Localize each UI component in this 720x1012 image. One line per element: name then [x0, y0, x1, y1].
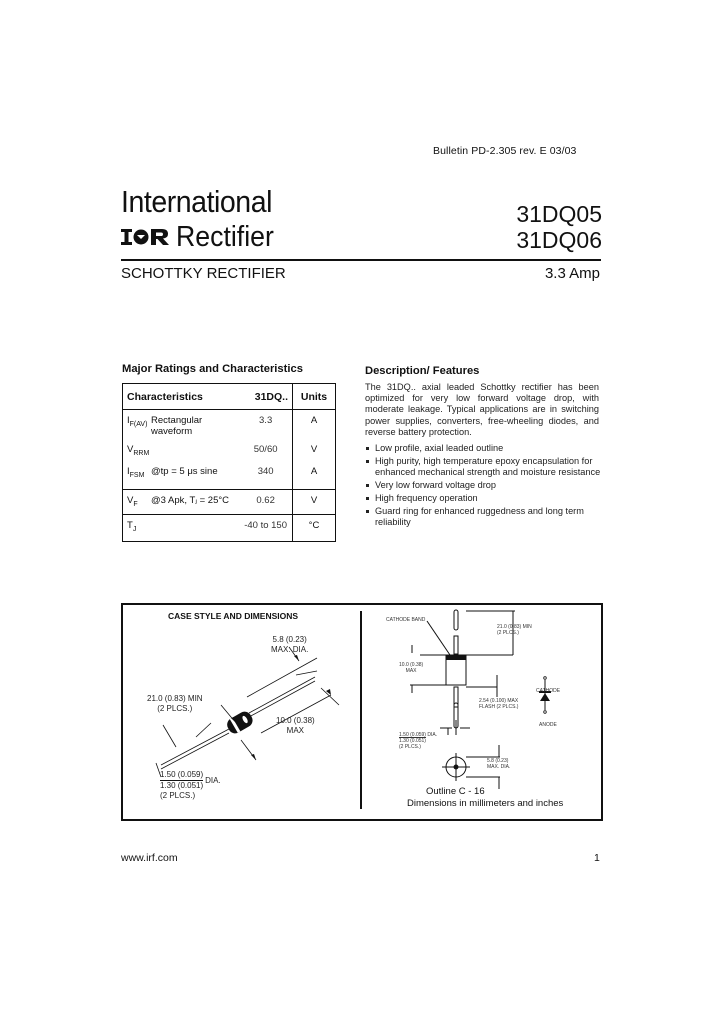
feature-item: Guard ring for enhanced ruggedness and long term reliability	[365, 506, 605, 528]
table-row: $T_J$ -40 to 150 °C	[123, 515, 336, 542]
feature-item: High frequency operation	[365, 493, 605, 504]
flash-label: 2.54 (0.100) MAX FLASH (2 PLCS.)	[479, 698, 519, 710]
left-lead-dia: 1.50 (0.059) 1.30 (0.051) DIA. (2 PLCS.)	[160, 770, 221, 800]
table-row: $I_{F(AV)}$ Rectangular waveform 3.3 A	[123, 410, 336, 444]
logo-international: International	[121, 184, 272, 219]
bulletin-number: Bulletin PD-2.305 rev. E 03/03	[433, 145, 577, 157]
col-part: 31DQ..	[239, 384, 292, 410]
left-body-length: 10.0 (0.38) MAX	[276, 716, 315, 735]
product-type: SCHOTTKY RECTIFIER	[121, 265, 286, 282]
current-rating: 3.3 Amp	[544, 265, 600, 282]
dimensions-note: Dimensions in millimeters and inches	[407, 798, 564, 809]
ratings-table	[122, 383, 336, 542]
left-lead-length: 21.0 (0.83) MIN (2 PLCS.)	[147, 694, 203, 713]
logo-rectifier-text: Rectifier	[176, 221, 274, 253]
left-body-dia: 5.8 (0.23) MAX. DIA.	[271, 635, 309, 654]
features-list	[365, 443, 605, 530]
page-number: 1	[594, 852, 600, 864]
logo-rectifier-row	[121, 220, 282, 254]
part-number-1: 31DQ05	[516, 201, 602, 227]
feature-item: Very low forward voltage drop	[365, 480, 605, 491]
table-header-row	[123, 384, 336, 410]
cathode-band-label: CATHODE BAND	[386, 617, 426, 623]
footer-url[interactable]: www.irf.com	[121, 852, 178, 864]
col-units: Units	[293, 384, 336, 410]
col-characteristics: Characteristics	[123, 384, 240, 410]
feature-item: Low profile, axial leaded outline	[365, 443, 605, 454]
table-row: $V_F$ @3 Apk, Tⱼ = 25°C 0.62 V	[123, 490, 336, 515]
table-row: $V_{RRM}$ 50/60 V	[123, 444, 336, 466]
ior-logo-icon	[121, 227, 173, 247]
case-title: CASE STYLE AND DIMENSIONS	[168, 611, 299, 621]
outline-label: Outline C - 16	[426, 786, 485, 797]
table-row: $I_{FSM}$ @tp = 5 μs sine 340 A	[123, 466, 336, 490]
ratings-title: Major Ratings and Characteristics	[122, 363, 303, 375]
anode-label: ANODE	[539, 722, 557, 728]
description-text: The 31DQ.. axial leaded Schottky rectifier has been optimized for very low forward voltage drop, with moderate leakage. Typical applications are in switching power supplies, converters, free-wheeling diodes, and reverse battery protection.	[365, 382, 599, 437]
right-lead-dia: 1.50 (0.059) DIA. 1.30 (0.051) (2 PLCS.)	[399, 732, 438, 750]
right-lead-length: 21.0 (0.83) MIN (2 PLCS.)	[497, 624, 532, 636]
right-body-dia: 5.8 (0.23) MAX. DIA.	[487, 758, 511, 770]
description-title: Description/ Features	[365, 365, 480, 377]
part-number-2: 31DQ06	[516, 227, 602, 253]
feature-item: High purity, high temperature epoxy encapsulation for enhanced mechanical strength and moisture resistance	[365, 456, 605, 478]
header-divider	[121, 259, 601, 261]
cathode-label: CATHODE	[536, 688, 561, 694]
right-body-length: 10.0 (0.38) MAX	[399, 662, 424, 674]
